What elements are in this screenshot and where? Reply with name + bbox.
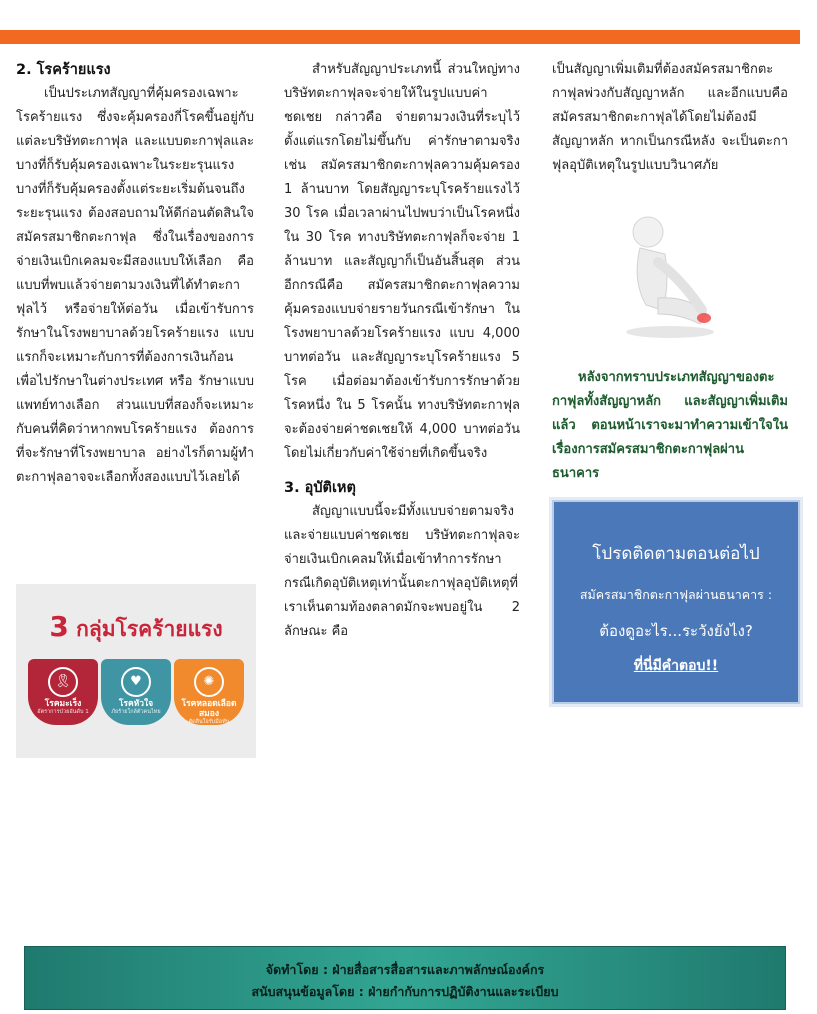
ribbon-icon: 🎗 [48, 667, 78, 697]
promo-answer-link[interactable]: ที่นี่มีคำตอบ!! [633, 658, 719, 674]
accident-rider-paragraph: เป็นสัญญาเพิ่มเติมที่ต้องสมัครสมาชิกตะกาฟุลพ่วงกับสัญญาหลัก และอีกแบบคือสมัครสมาชิกตะกาฟุลได้โดยไม่ต้องมีสัญญาหลัก หากเป็นกรณีหลัง จะเป็นตะกาฟุลอุบัติเหตุในรูปแบบวินาศภัย [552, 62, 788, 173]
top-accent-bar [0, 30, 800, 44]
critical-illness-payment-paragraph: สำหรับสัญญาประเภทนี้ ส่วนใหญ่ทางบริษัทตะกาฟุลจะจ่ายให้ในรูปแบบค่าชดเชย กล่าวคือ จ่ายตามวงเงินที่ระบุไว้ตั้งแต่แรกโดยไม่ขึ้นกับ ค่ารักษาตามจริง เช่น สมัครสมาชิกตะกาฟุลความคุ้มครอง 1 ล้านบาท โดยสัญญาระบุโรคร้ายแรงไว้ 30 โรค เมื่อเวลาผ่านไปพบว่าเป็นโรคหนึ่งใน 30 โรค ทางบริษัทตะกาฟุลก็จะจ่าย 1 ล้านบาท และสัญญาก็เป็นอันสิ้นสุด ส่วนอีกกรณีคือ สมัครสมาชิกตะกาฟุลความคุ้มครองแบบจ่ายรายวันกรณีเข้ารักษา ในโรงพยาบาลด้วยโรคร้ายแรง แบบ 4,000 บาทต่อวัน และสัญญาระบุโรคร้ายแรง 5 โรค เมื่อต่อมาต้องเข้ารับการรักษาด้วยโรคหนึ่ง ใน 5 โรคนั้น ทางบริษัทตะกาฟุลจะต้องจ่ายค่าชดเชยให้ 4,000 บาทต่อวัน โดยไม่เกี่ยวกับค่าใช้จ่ายที่เกิดขึ้นจริง [284, 62, 520, 461]
next-episode-promo [552, 500, 800, 704]
column-middle [284, 58, 520, 644]
promo-line-follow: โปรดติดตามตอนต่อไป [592, 544, 760, 564]
badge-stroke [174, 659, 244, 725]
promo-line-question: ต้องดูอะไร...ระวังยังไง? [599, 622, 753, 640]
summary-block [552, 366, 788, 486]
injured-figure-illustration [610, 210, 730, 340]
badge-title: โรคมะเร็ง [44, 699, 82, 709]
badge-subtitle: อัตราการป่วยอันดับ 1 [37, 709, 89, 715]
footer-produced-by: จัดทำโดย : ฝ่ายสื่อสารสื่อสารและภาพลักษณ์องค์กร [265, 962, 545, 977]
infographic-title-text: กลุ่มโรคร้ายแรง [76, 617, 223, 641]
section-heading-accident: 3. อุบัติเหตุ [284, 480, 356, 496]
heart-icon: ♥ [121, 667, 151, 697]
brain-icon: ✺ [194, 667, 224, 697]
footer-credits [24, 946, 786, 1010]
infographic-title [16, 610, 256, 646]
column-left [16, 58, 254, 490]
summary-paragraph: หลังจากทราบประเภทสัญญาของตะกาฟุลทั้งสัญญาหลัก และสัญญาเพิ่มเติมแล้ว ตอนหน้าเราจะมาทำความเข้าใจในเรื่องการสมัครสมาชิกตะกาฟุลผ่านธนาคาร [552, 370, 788, 481]
critical-illness-infographic [16, 584, 256, 758]
infographic-number: 3 [49, 610, 69, 643]
accident-paragraph: สัญญาแบบนี้จะมีทั้งแบบจ่ายตามจริง และจ่ายแบบค่าชดเชย บริษัทตะกาฟุลจะจ่ายเงินเบิกเคลมให้เมื่อเข้าทำการรักษากรณีเกิดอุบัติเหตุเท่านั้นตะกาฟุลอุบัติเหตุที่เราเห็นตามท้องตลาดมักจะพบอยู่ใน 2 ลักษณะ คือ [284, 504, 520, 639]
badge-title: โรคหัวใจ [118, 699, 154, 709]
badge-subtitle: ตัดสินใจรับมือทัน [188, 719, 230, 725]
section-heading-critical-illness: 2. โรคร้ายแรง [16, 62, 111, 78]
badge-heart [101, 659, 171, 725]
critical-illness-paragraph: เป็นประเภทสัญญาที่คุ้มครองเฉพาะโรคร้ายแรง ซึ่งจะคุ้มครองกี่โรคขึ้นอยู่กับแต่ละบริษัทตะกาฟุล และแบบตะกาฟุลและบางที่ก็รับคุ้มครองเฉพาะในระยะรุนแรง บางที่ก็รับคุ้มครองตั้งแต่ระยะเริ่มต้นจนถึงระยะรุนแรง ต้องสอบถามให้ดีก่อนตัดสินใจสมัครสมาชิกตะกาฟุล ซึ่งในเรื่องของการจ่ายเงินเบิกเคลมจะมีสองแบบให้เลือก คือ แบบที่พบแล้วจ่ายตามวงเงินที่ได้ทำตะกาฟุลไว้ หรือจ่ายให้ต่อวัน เมื่อเข้ารับการรักษาในโรงพยาบาลด้วยโรคร้ายแรง แบบแรกก็จะเหมาะกับการที่ต้องการเงินก้อน เพื่อไปรักษาในต่างประเทศ หรือ รักษาแบบแพทย์ทางเลือก ส่วนแบบที่สองก็จะเหมาะกับคนที่คิดว่าหากพบโรคร้ายแรง ต้องการที่จะรักษาที่โรงพยาบาล อย่างไรก็ตามผู้ทำตะกาฟุลอาจจะเลือกทั้งสองแบบไว้เลยได้ [16, 86, 254, 485]
column-right [552, 58, 788, 178]
badge-cancer [28, 659, 98, 725]
promo-line-topic: สมัครสมาชิกตะกาฟุลผ่านธนาคาร : [579, 587, 773, 602]
badge-subtitle: ภัยร้ายใกล้ตัวคนไทย [111, 709, 161, 715]
badge-title: โรคหลอดเลือดสมอง [181, 699, 237, 719]
footer-supported-by: สนับสนุนข้อมูลโดย : ฝ่ายกำกับการปฏิบัติงานและระเบียบ [251, 984, 559, 999]
